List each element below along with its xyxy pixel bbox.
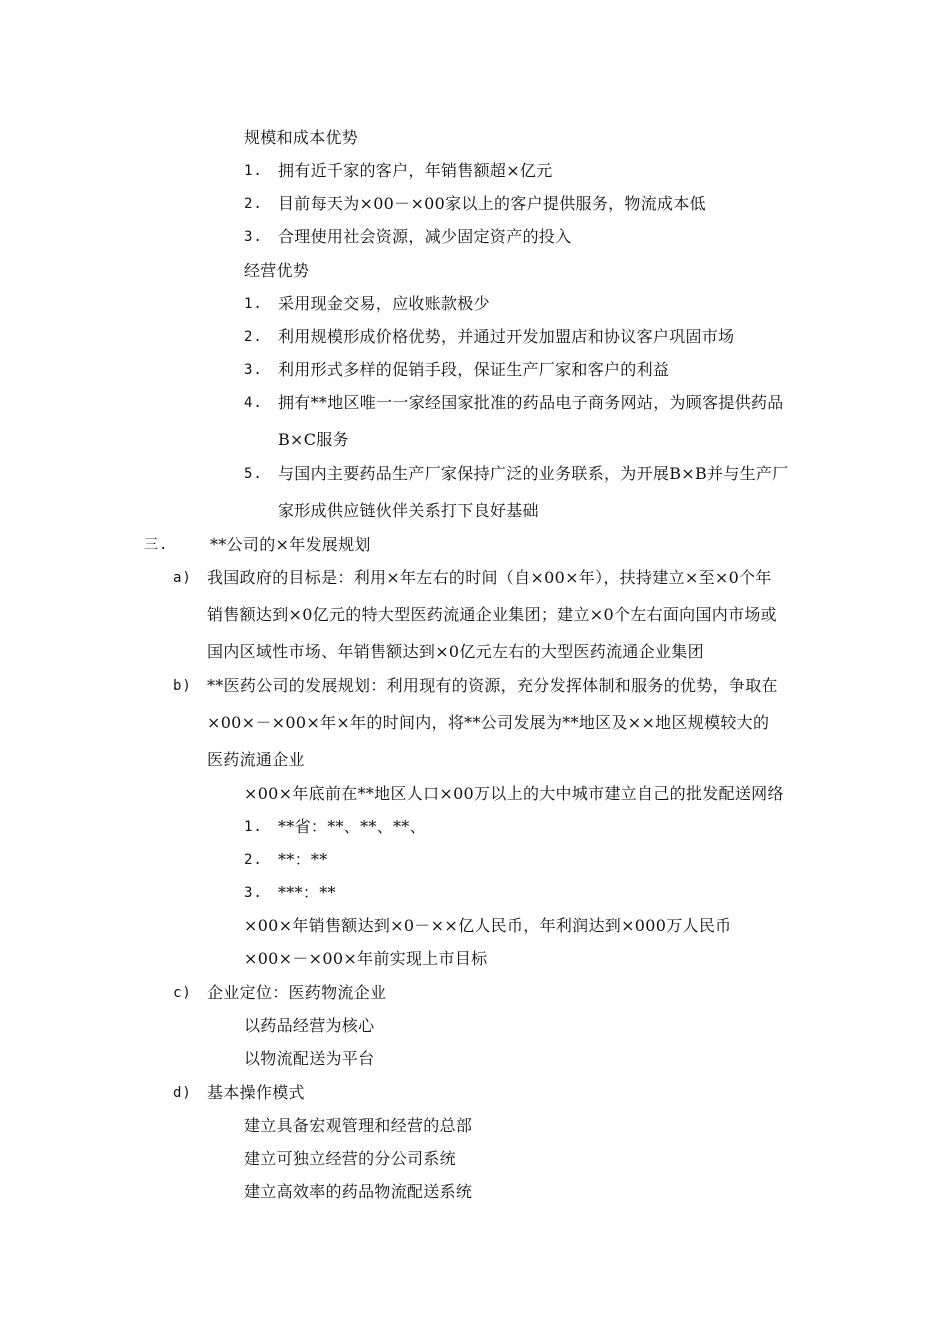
number-marker: 1. — [244, 163, 263, 179]
item-text: B×C服务 — [278, 430, 349, 449]
section-title: **公司的×年发展规划 — [210, 535, 371, 554]
item-text: **：** — [278, 850, 328, 869]
item-text: **医药公司的发展规划：利用现有的资源，充分发挥体制和服务的优势，争取在 — [207, 676, 778, 695]
item-text: 销售额达到×0亿元的特大型医药流通企业集团；建立×0个左右面向国内市场或 — [207, 605, 777, 624]
item-text: 目前每天为×00－×00家以上的客户提供服务，物流成本低 — [278, 194, 706, 213]
item-text: 规模和成本优势 — [244, 128, 359, 147]
item-text: 经营优势 — [244, 261, 310, 280]
letter-marker: b) — [173, 678, 192, 694]
number-marker: 1. — [244, 819, 263, 835]
number-marker: 3. — [244, 362, 263, 378]
item-text: 利用形式多样的促销手段，保证生产厂家和客户的利益 — [278, 360, 670, 379]
item-text: 拥有近千家的客户，年销售额超×亿元 — [278, 161, 553, 180]
number-marker: 1. — [244, 296, 263, 312]
item-text: 我国政府的目标是：利用×年左右的时间（自×00×年），扶持建立×至×0个年 — [207, 568, 772, 587]
item-text: ×00×－×00×年前实现上市目标 — [244, 949, 488, 968]
number-marker: 3. — [244, 885, 263, 901]
number-marker: 2. — [244, 196, 263, 212]
item-text: ***：** — [278, 883, 336, 902]
number-marker: 2. — [244, 852, 263, 868]
item-text: ×00×－×00×年×年的时间内，将**公司发展为**地区及××地区规模较大的 — [207, 713, 770, 732]
item-text: 国内区域性市场、年销售额达到×0亿元左右的大型医药流通企业集团 — [207, 642, 704, 661]
item-text: 拥有**地区唯一一家经国家批准的药品电子商务网站，为顾客提供药品 — [278, 393, 784, 412]
item-text: ×00×年底前在**地区人口×00万以上的大中城市建立自己的批发配送网络 — [244, 784, 784, 803]
item-text: 医药流通企业 — [207, 750, 305, 769]
item-text: 以物流配送为平台 — [244, 1049, 375, 1068]
number-marker: 3. — [244, 229, 263, 245]
item-text: 建立可独立经营的分公司系统 — [244, 1149, 456, 1168]
item-text: 以药品经营为核心 — [244, 1016, 375, 1035]
section-marker: 三. — [144, 537, 169, 553]
letter-marker: c) — [173, 985, 192, 1001]
item-text: 建立高效率的药品物流配送系统 — [244, 1182, 473, 1201]
number-marker: 5. — [244, 466, 263, 482]
number-marker: 2. — [244, 329, 263, 345]
letter-marker: d) — [173, 1085, 192, 1101]
item-text: 基本操作模式 — [207, 1083, 305, 1102]
item-text: 家形成供应链伙伴关系打下良好基础 — [278, 501, 539, 520]
item-text: 建立具备宏观管理和经营的总部 — [244, 1116, 473, 1135]
item-text: 与国内主要药品生产厂家保持广泛的业务联系，为开展B×B并与生产厂 — [278, 464, 789, 483]
item-text: 采用现金交易，应收账款极少 — [278, 294, 490, 313]
item-text: 企业定位：医药物流企业 — [207, 983, 387, 1002]
number-marker: 4. — [244, 395, 263, 411]
letter-marker: a) — [173, 570, 192, 586]
item-text: **省：**、**、**、 — [278, 817, 426, 836]
item-text: ×00×年销售额达到×0－××亿人民币，年利润达到×000万人民币 — [244, 916, 732, 935]
item-text: 利用规模形成价格优势，并通过开发加盟店和协议客户巩固市场 — [278, 327, 735, 346]
item-text: 合理使用社会资源，减少固定资产的投入 — [278, 227, 572, 246]
